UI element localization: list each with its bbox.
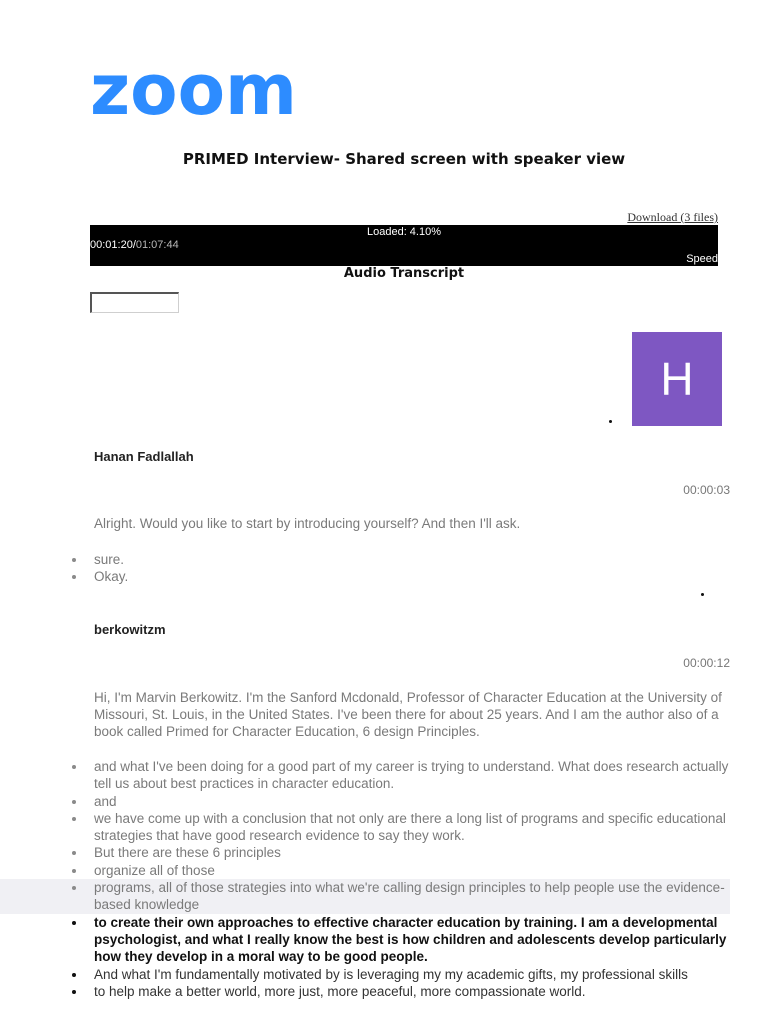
speaker-name: Hanan Fadlallah [94,449,194,464]
transcript-line[interactable]: Okay. [0,568,730,585]
transcript-line[interactable]: But there are these 6 principles [0,844,730,861]
current-time: 00:01:20 [90,239,133,251]
time-display: 00:01:20/01:07:44 [90,239,179,251]
transcript-line-list [0,758,730,1000]
loaded-indicator: Loaded: 4.10% [366,226,441,238]
transcript-line-highlighted[interactable]: programs, all of those strategies into what we're calling design principles to help people use the evidence-based knowledge [0,879,730,914]
total-time: 01:07:44 [135,239,179,251]
download-link[interactable]: Download (3 files) [627,210,718,224]
transcript-line[interactable]: to help make a better world, more just, more peaceful, more compassionate world. [0,983,730,1000]
transcript-line[interactable]: and what I've been doing for a good part of my career is trying to understand. What does research actually tell us about best practices in character education. [0,758,730,793]
transcript-line[interactable]: we have come up with a conclusion that not only are there a long list of programs and specific educational strategies that have good research evidence to say they work. [0,810,730,845]
zoom-logo [90,60,300,120]
transcript-line[interactable]: organize all of those [0,862,730,879]
timestamp[interactable]: 00:00:12 [683,656,730,670]
avatar-initial: H [660,353,694,405]
transcript-line-active[interactable]: to create their own approaches to effective character education by training. I am a developmental psychologist, and what I really know the best is how children and adolescents develop particularly how they develop in a moral way to be good people. [0,914,730,966]
speaker-name: berkowitzm [94,622,166,637]
entry-bullet [609,420,612,423]
logo-text: zoom [90,60,297,120]
speaker-avatar [632,332,722,426]
transcript-line-list [0,551,730,586]
page-title: PRIMED Interview- Shared screen with speaker view [182,150,626,168]
timestamp[interactable]: 00:00:03 [683,483,730,497]
transcript-line[interactable]: And what I'm fundamentally motivated by is leveraging my my academic gifts, my professional skills [0,966,730,983]
entry-bullet [701,593,704,596]
transcript-paragraph: Hi, I'm Marvin Berkowitz. I'm the Sanford Mcdonald, Professor of Character Education at the University of Missouri, St. Louis, in the United States. I've been there for about 25 years. And I am the author also of a book called Primed for Character Education, 6 design Principles. [94,690,722,739]
transcript-line[interactable]: sure. [0,551,730,568]
transcript-paragraph: Alright. Would you like to start by introducing yourself? And then I'll ask. [94,516,521,531]
transcript-heading: Audio Transcript [343,266,465,281]
transcript-search-input[interactable] [90,292,179,313]
transcript-line[interactable]: and [0,793,730,810]
media-player[interactable] [90,225,718,266]
speed-button[interactable]: Speed [686,253,718,265]
